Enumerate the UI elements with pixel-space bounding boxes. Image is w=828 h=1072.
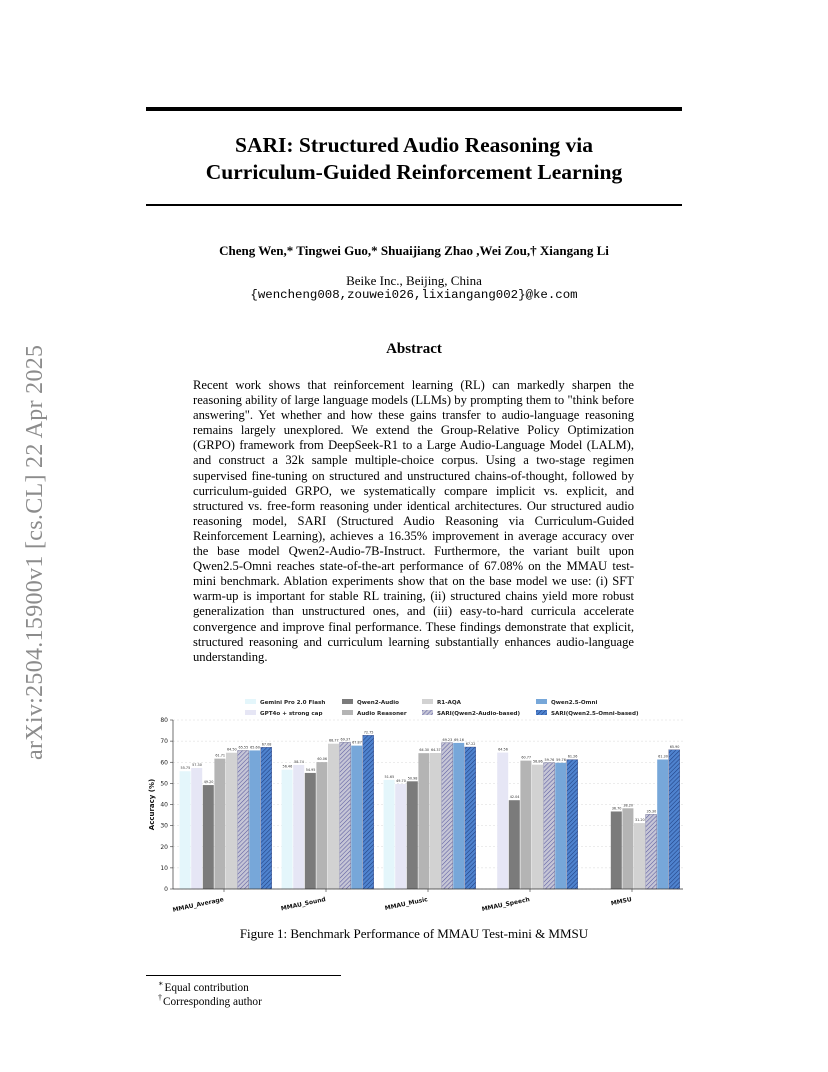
bar-value-label: 36.70 (611, 806, 622, 811)
paper-title-line-2: Curriculum-Guided Reinforcement Learning (205, 160, 623, 184)
bar-value-label: 59.76 (556, 757, 566, 762)
bar (497, 753, 508, 889)
bar-value-label: 61.71 (215, 753, 226, 758)
bar (555, 763, 566, 889)
x-tick-label: MMAU_Music (384, 896, 429, 913)
bar (351, 746, 362, 889)
bar-value-label: 65.55 (238, 745, 249, 750)
y-tick-label: 20 (160, 843, 168, 851)
bar-value-label: 49.70 (396, 779, 406, 784)
bar (657, 760, 668, 889)
bar (622, 808, 633, 889)
bar (203, 785, 214, 889)
y-tick-label: 70 (160, 738, 168, 746)
bar-value-label: 69.16 (454, 737, 464, 742)
y-axis-label: Accuracy (%) (148, 778, 156, 831)
legend-swatch (245, 699, 256, 704)
legend-label: Audio Reasoner (357, 711, 407, 717)
bar (363, 735, 374, 889)
bar (293, 765, 304, 889)
bar-value-label: 51.65 (384, 774, 395, 779)
benchmark-bar-chart (145, 695, 685, 917)
bar-value-label: 64.56 (498, 747, 508, 752)
bar (226, 753, 237, 889)
bar (328, 744, 339, 889)
bar-value-label: 57.30 (192, 762, 202, 767)
bar-value-label: 65.60 (250, 745, 260, 750)
bar (305, 773, 316, 889)
bar (238, 751, 249, 889)
footnote-equal-text: Equal contribution (164, 981, 249, 994)
bar-value-label: 42.04 (509, 795, 520, 800)
bar-value-label: 69.23 (442, 737, 453, 742)
bar (384, 780, 395, 889)
legend-label: Qwen2-Audio (357, 700, 399, 706)
bar-value-label: 64.50 (226, 747, 237, 752)
bar-value-label: 72.75 (363, 730, 374, 735)
y-tick-label: 50 (160, 780, 168, 788)
bar (611, 811, 622, 889)
y-tick-label: 80 (160, 717, 168, 724)
legend-label: GPT4o + strong cap (260, 711, 323, 717)
bar (669, 750, 680, 889)
arxiv-identifier-stamp: arXiv:2504.15900v1 [cs.CL] 22 Apr 2025 (22, 344, 48, 760)
bar-value-label: 31.20 (634, 818, 645, 823)
bar-value-label: 67.22 (465, 741, 476, 746)
title-bottom-rule (146, 204, 682, 206)
author-list: Cheng Wen,* Tingwei Guo,* Shuaijiang Zhao ,Wei Zou,† Xiangang Li (219, 243, 609, 258)
bar-value-label: 59.76 (544, 757, 555, 762)
bar (249, 750, 260, 889)
x-tick-label: MMSU (610, 896, 633, 908)
x-tick-label: MMAU_Sound (280, 896, 327, 913)
bar-value-label: 60.77 (521, 755, 532, 760)
chart-legend (245, 699, 639, 717)
bar (430, 753, 441, 889)
y-tick-label: 40 (160, 801, 168, 809)
bar-value-label: 49.20 (203, 780, 214, 785)
bar-value-label: 67.87 (352, 740, 362, 745)
figure-caption: Figure 1: Benchmark Performance of MMAU Test-mini & MMSU (239, 926, 589, 941)
bar (407, 781, 418, 889)
bar-value-label: 50.98 (407, 776, 418, 781)
footnote-corresponding-text: Corresponding author (163, 995, 262, 1008)
bar (453, 743, 464, 889)
bar-value-label: 38.20 (623, 803, 634, 808)
bar (191, 768, 202, 889)
y-tick-label: 0 (164, 886, 168, 893)
bar-value-label: 61.30 (658, 754, 668, 759)
legend-swatch (536, 710, 547, 715)
legend-swatch (342, 710, 353, 715)
bar-value-label: 61.26 (567, 754, 578, 759)
legend-label: SARI(Qwen2-Audio-based) (437, 711, 521, 717)
bar-value-label: 69.37 (340, 737, 351, 742)
legend-label: Gemini Pro 2.0 Flash (260, 700, 326, 706)
bar (532, 765, 543, 889)
chart-bars (180, 730, 680, 889)
bar-value-label: 54.95 (305, 767, 316, 772)
bar (520, 761, 531, 889)
abstract-heading: Abstract (386, 341, 442, 357)
bar (282, 770, 293, 889)
legend-label: R1-AQA (437, 700, 461, 706)
bar (442, 743, 453, 889)
bar (509, 800, 520, 889)
legend-label: Qwen2.5-Omni (551, 700, 598, 706)
bar (340, 742, 351, 889)
bar (418, 753, 429, 889)
bar-value-label: 56.46 (282, 764, 293, 769)
y-tick-label: 60 (160, 759, 168, 767)
top-rule (146, 107, 682, 111)
bar-value-label: 67.08 (261, 742, 272, 747)
legend-swatch (536, 699, 547, 704)
legend-swatch (342, 699, 353, 704)
legend-swatch (245, 710, 256, 715)
bar-value-label: 58.86 (532, 759, 543, 764)
bar-value-label: 55.75 (180, 766, 191, 771)
bar (180, 771, 191, 889)
bar-value-label: 35.30 (646, 809, 657, 814)
y-tick-label: 30 (160, 822, 168, 830)
bar (395, 784, 406, 889)
bar-value-label: 60.06 (317, 757, 328, 762)
abstract-text: Recent work shows that reinforcement learning (RL) can markedly sharpen the reasoning ability of large language models (LLMs) by prompting them to "think before answering". Yet whether and how these gains transfer to audio-language reasoning remains largely unexplored. We extend the Group-Relative Policy Optimization (GRPO) framework from DeepSeek-R1 to a Large Audio-Language Model (LALM), and construct a 32k sample multiple-choice corpus. Using a two-stage regimen supervised fine-tuning on structured and unstructured chains-of-thought, followed by curriculum-guided GRPO, we systematically compare implicit vs. explicit, and structured vs. free-form reasoning under identical architectures. Our structured audio reasoning model, SARI (Structured Audio Reasoning via Curriculum-Guided Reinforcement Learning), achieves a 16.35% improvement in average accuracy over the base model Qwen2-Audio-7B-Instruct. Furthermore, the variant built upon Qwen2.5-Omni reaches state-of-the-art performance of 67.08% on the MMAU test-mini benchmark. Ablation experiments show that on the base model we use: (i) SFT warm-up is important for stable RL training, (ii) structured chains yield more robust generalization than unstructured ones, and (iii) easy-to-hard curricula accelerate convergence and improve final performance. These findings demonstrate that explicit, structured reasoning and curriculum learning substantially enhances audio-language understanding. (193, 378, 634, 664)
bar (567, 760, 578, 889)
bar-value-label: 64.37 (430, 748, 441, 753)
footnote-corresponding-author: †Corresponding author (158, 993, 262, 1008)
bar-value-label: 58.74 (294, 759, 304, 764)
bar (634, 823, 645, 889)
affiliation: Beike Inc., Beijing, China (346, 273, 482, 288)
bar (544, 763, 555, 889)
footnote-equal-contribution: ∗Equal contribution (158, 979, 249, 994)
bar (261, 747, 272, 889)
x-tick-label: MMAU_Speech (481, 896, 531, 914)
legend-swatch (422, 699, 433, 704)
footnote-rule (146, 975, 341, 976)
bar (646, 814, 657, 889)
bar (465, 747, 476, 889)
bar (214, 759, 225, 889)
x-tick-label: MMAU_Average (172, 896, 225, 914)
y-tick-label: 10 (160, 864, 168, 872)
legend-label: SARI(Qwen2.5-Omni-based) (551, 711, 639, 717)
bar (316, 762, 327, 889)
bar-value-label: 68.77 (328, 738, 339, 743)
paper-title-line-1: SARI: Structured Audio Reasoning via (235, 133, 593, 157)
author-emails: {wencheng008,zouwei026,lixiangang002}@ke.com (250, 288, 578, 302)
legend-swatch (422, 710, 433, 715)
bar-value-label: 64.30 (419, 748, 430, 753)
bar-value-label: 65.90 (669, 744, 680, 749)
